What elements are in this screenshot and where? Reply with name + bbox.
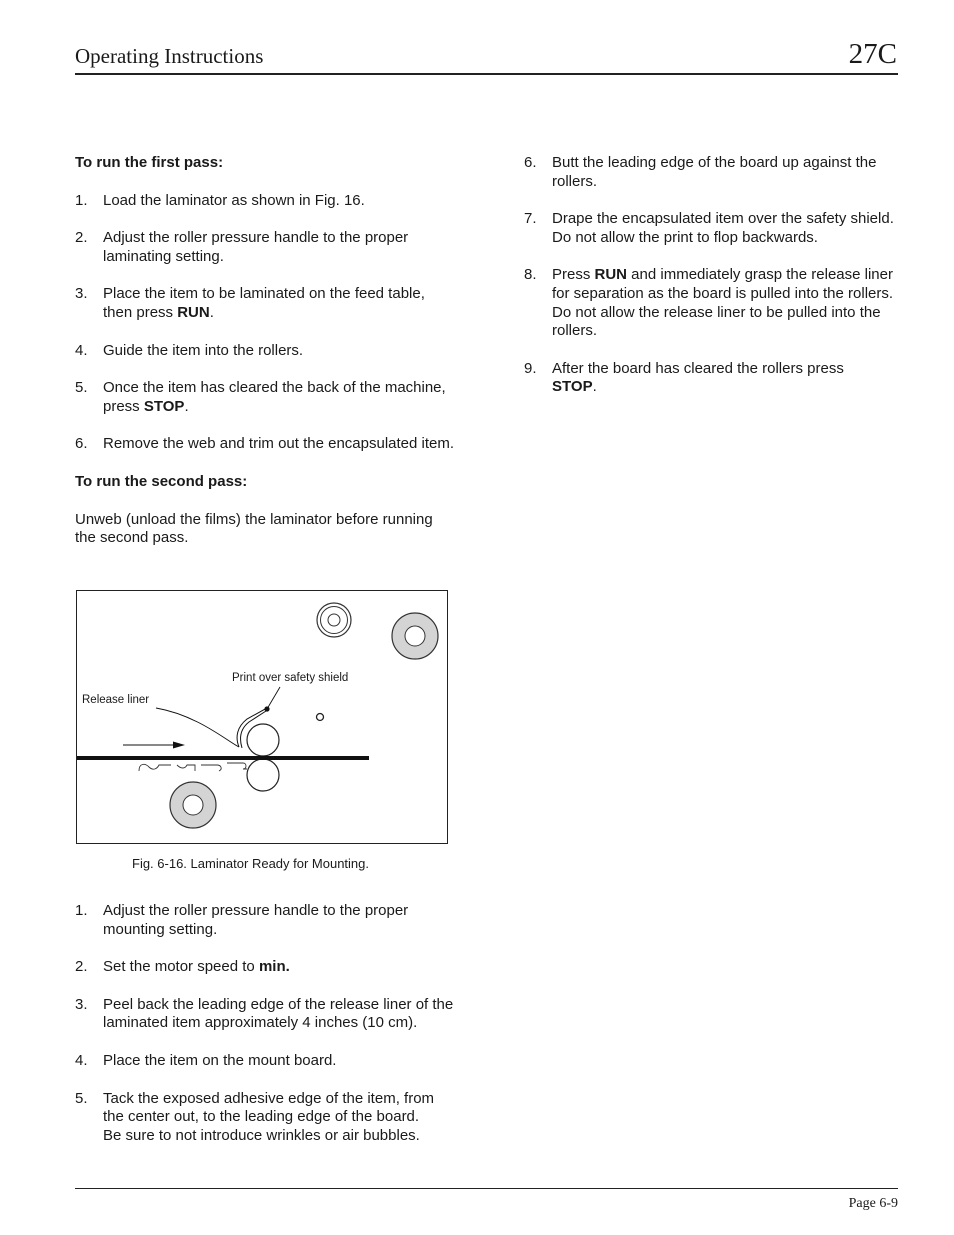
list-item: 1. Adjust the roller pressure handle to the proper mounting setting. [75,902,409,938]
pivot-point [317,714,324,721]
list-item: 3. Place the item to be laminated on the feed table, then press RUN. [75,285,425,321]
right-column [524,154,904,397]
list-item: 2. Set the motor speed to min. [75,958,290,976]
laminator-figure [76,590,448,844]
peeled-liner-scrap [139,763,247,771]
left-column-lower [75,902,455,1145]
lower-supply-roll-core [183,795,203,815]
page-header-title: Operating Instructions [75,44,264,68]
list-item: 4. Guide the item into the rollers. [75,341,304,359]
second-pass-steps-b [524,154,900,397]
list-item: 6. Remove the web and trim out the encapsulated item. [75,435,455,453]
upper-supply-roll-core [405,626,425,646]
second-pass-intro: Unweb (unload the films) the laminator before running the second pass. [75,510,433,547]
mount-board [77,756,369,760]
list-item: 2. Adjust the roller pressure handle to the proper laminating setting. [75,229,409,265]
page-header-model: 27C [848,38,897,70]
top-idler-roller-hub [328,614,340,626]
second-pass-heading: To run the second pass: [75,472,248,490]
release-liner-label: Release liner [82,694,150,706]
page-number: Page 6-9 [848,1196,898,1211]
list-item: 5. Once the item has cleared the back of the machine, press STOP. [75,379,446,415]
print-over-shield-label: Print over safety shield [232,672,349,684]
list-item: 9. After the board has cleared the rollers press STOP. [524,359,844,396]
laminator-diagram [77,591,447,843]
first-pass-heading: To run the first pass: [75,154,224,171]
list-item: 5. Tack the exposed adhesive edge of the item, from the center out, to the leading edge of the board. Be sure to not introduce wrinkles or air bubbles. [75,1089,435,1144]
print-label-leader [267,687,280,709]
figure-caption: Fig. 6-16. Laminator Ready for Mounting. [132,856,370,871]
release-liner-line [156,708,239,747]
upper-main-roller [247,724,279,756]
footer-rule [75,1188,898,1189]
list-item: 8. Press RUN and immediately grasp the release liner for separation as the board is pulled into the rollers. Do not allow the release liner to be pulled into the rollers. [524,266,894,340]
list-item: 4. Place the item on the mount board. [75,1051,337,1069]
list-item: 1. Load the laminator as shown in Fig. 16. [75,191,365,209]
list-item: 3. Peel back the leading edge of the release liner of the laminated item approximately 4 inches (10 cm). [75,995,454,1032]
left-column [75,154,455,548]
first-pass-steps [75,192,455,454]
lower-main-roller [247,759,279,791]
header-rule [75,73,898,75]
feed-arrow-head [173,742,185,749]
second-pass-steps-a [75,902,455,1145]
list-item: 7. Drape the encapsulated item over the safety shield. Do not allow the print to flop backwards. [524,210,894,246]
list-item: 6. Butt the leading edge of the board up against the rollers. [524,154,877,190]
